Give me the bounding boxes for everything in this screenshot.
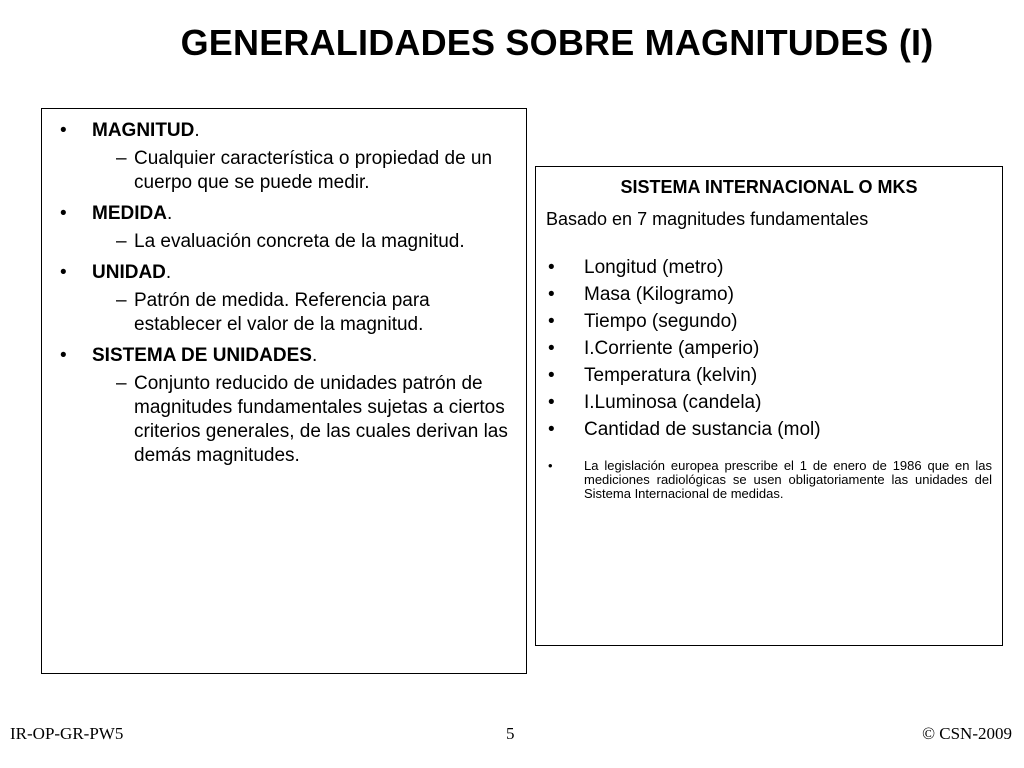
bullet-icon: • bbox=[548, 392, 555, 413]
dash-icon: – bbox=[116, 290, 127, 311]
term-definition: Cualquier característica o propiedad de un cuerpo que se puede medir. bbox=[134, 148, 493, 193]
bullet-icon: • bbox=[548, 338, 555, 359]
box-subtitle: Basado en 7 magnitudes fundamentales bbox=[546, 209, 869, 229]
magnitude-label: Longitud (metro) bbox=[584, 257, 724, 278]
sub-item bbox=[54, 230, 512, 254]
footer-copyright: © CSN-2009 bbox=[922, 724, 1012, 743]
magnitude-label: I.Corriente (amperio) bbox=[584, 338, 760, 359]
box-title: SISTEMA INTERNACIONAL O MKS bbox=[620, 177, 918, 197]
bullet-icon: • bbox=[548, 311, 555, 332]
list-item bbox=[546, 254, 992, 281]
slide-title: GENERALIDADES SOBRE MAGNITUDES (I) bbox=[180, 22, 934, 63]
bullet-icon: • bbox=[548, 365, 555, 386]
term-suffix: . bbox=[166, 203, 173, 224]
bullet-icon: • bbox=[548, 284, 555, 305]
magnitude-label: Masa (Kilogramo) bbox=[584, 284, 734, 305]
list-item bbox=[546, 281, 992, 308]
note-text: La legislación europea prescribe el 1 de enero de 1986 que en las mediciones radiológicas se usen obligatoriamente las unidades del Sistema Internacional de medidas. bbox=[584, 458, 992, 501]
term-definition: La evaluación concreta de la magnitud. bbox=[134, 231, 465, 252]
footer-page-number: 5 bbox=[506, 724, 515, 743]
footer-doc-code: IR-OP-GR-PW5 bbox=[10, 724, 124, 743]
list-item bbox=[54, 118, 512, 143]
list-item bbox=[54, 343, 512, 368]
list-item bbox=[546, 389, 992, 416]
term-label: SISTEMA DE UNIDADES bbox=[92, 345, 312, 366]
sub-item bbox=[54, 289, 512, 337]
term-definition: Conjunto reducido de unidades patrón de magnitudes fundamentales sujetas a ciertos criterios generales, de las cuales derivan las demás magnitudes. bbox=[134, 373, 508, 466]
term-suffix: . bbox=[311, 345, 318, 366]
term-label: UNIDAD bbox=[92, 262, 166, 283]
definitions-box bbox=[41, 108, 527, 674]
sub-item bbox=[54, 147, 512, 195]
bullet-icon: • bbox=[548, 458, 553, 473]
term-definition: Patrón de medida. Referencia para establecer el valor de la magnitud. bbox=[134, 290, 430, 335]
legislation-note bbox=[546, 459, 992, 501]
sub-item bbox=[54, 372, 512, 468]
list-item bbox=[54, 260, 512, 285]
term-label: MEDIDA bbox=[92, 203, 167, 224]
list-item bbox=[546, 335, 992, 362]
magnitude-label: Tiempo (segundo) bbox=[584, 311, 738, 332]
list-item bbox=[546, 416, 992, 443]
list-item bbox=[546, 308, 992, 335]
bullet-icon: • bbox=[548, 257, 555, 278]
dash-icon: – bbox=[116, 373, 127, 394]
bullet-icon: • bbox=[548, 419, 555, 440]
list-item bbox=[54, 201, 512, 226]
bullet-icon: • bbox=[60, 345, 67, 366]
magnitude-label: I.Luminosa (candela) bbox=[584, 392, 762, 413]
magnitude-label: Cantidad de sustancia (mol) bbox=[584, 419, 821, 440]
dash-icon: – bbox=[116, 231, 127, 252]
bullet-icon: • bbox=[60, 120, 67, 141]
si-system-box bbox=[535, 166, 1003, 646]
bullet-icon: • bbox=[60, 262, 67, 283]
term-suffix: . bbox=[165, 262, 172, 283]
magnitude-label: Temperatura (kelvin) bbox=[584, 365, 758, 386]
term-suffix: . bbox=[194, 120, 200, 141]
term-label: MAGNITUD bbox=[92, 120, 195, 141]
list-item bbox=[546, 362, 992, 389]
magnitudes-list bbox=[546, 254, 992, 443]
bullet-icon: • bbox=[60, 203, 67, 224]
dash-icon: – bbox=[116, 148, 127, 169]
